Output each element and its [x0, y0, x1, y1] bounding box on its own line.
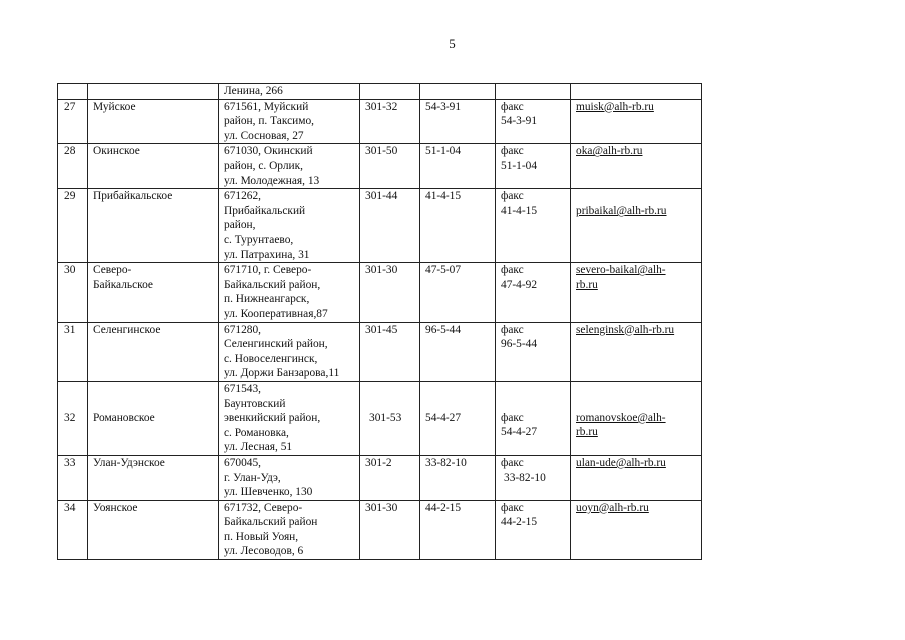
row-number-cell: 33: [58, 455, 88, 500]
address-line: 670045,: [224, 456, 262, 469]
address-line: г. Улан-Удэ,: [224, 471, 281, 484]
code-cell: [360, 84, 420, 100]
name-line: Окинское: [93, 145, 140, 158]
address-line: ул. Молодежная, 13: [224, 174, 320, 187]
address-cell: [219, 322, 360, 381]
code-cell: 301-44: [360, 189, 420, 263]
fax-label: факс: [501, 456, 524, 469]
code-cell: 301-53: [360, 381, 420, 455]
email-link[interactable]: pribaikal@alh-rb.ru: [576, 205, 667, 218]
address-line: 671280,: [224, 323, 262, 336]
address-line: 671561, Муйский: [224, 100, 309, 113]
fax-label: факс: [501, 501, 524, 514]
name-cell: [88, 263, 219, 322]
fax-cell: [496, 381, 571, 455]
table-row: [58, 322, 702, 381]
table-row: [58, 500, 702, 559]
name-cell: [88, 99, 219, 144]
fax-cell: [496, 500, 571, 559]
email-cell: [571, 381, 702, 455]
email-cell: [571, 455, 702, 500]
name-line: Уоянское: [93, 501, 138, 514]
address-line: 671262,: [224, 190, 262, 203]
email-cell: [571, 144, 702, 189]
email-cell: [571, 500, 702, 559]
email-link[interactable]: rb.ru: [576, 426, 598, 439]
fax-cell: [496, 99, 571, 144]
email-link[interactable]: severo-baikal@alh-: [576, 264, 666, 277]
fax-number: 33-82-10: [504, 471, 546, 484]
fax-number: 54-4-27: [501, 426, 538, 439]
fax-cell: [496, 189, 571, 263]
address-line: ул. Лесоводов, 6: [224, 545, 304, 558]
name-cell: [88, 381, 219, 455]
address-line: с. Новоселенгинск,: [224, 352, 318, 365]
address-line: ул. Доржи Банзарова,11: [224, 367, 340, 380]
email-cell: [571, 84, 702, 100]
row-number-cell: 28: [58, 144, 88, 189]
fax-number: 41-4-15: [501, 204, 538, 217]
address-line: с. Романовка,: [224, 426, 289, 439]
table-row: [58, 381, 702, 455]
fax-number: 54-3-91: [501, 115, 538, 128]
forestry-directory-table: [57, 83, 702, 560]
fax-label: факс: [501, 323, 524, 336]
row-number-cell: 34: [58, 500, 88, 559]
code-cell: 301-50: [360, 144, 420, 189]
row-number-cell: 27: [58, 99, 88, 144]
phone-cell: 41-4-15: [420, 189, 496, 263]
row-number-cell: 31: [58, 322, 88, 381]
fax-cell: [496, 84, 571, 100]
code-cell: 301-45: [360, 322, 420, 381]
address-cell: [219, 381, 360, 455]
address-line: Байкальский район: [224, 516, 318, 529]
email-cell: [571, 99, 702, 144]
address-line: ул. Патрахина, 31: [224, 248, 310, 261]
phone-cell: 33-82-10: [420, 455, 496, 500]
name-cell: [88, 144, 219, 189]
address-line: Селенгинский район,: [224, 338, 328, 351]
fax-cell: [496, 322, 571, 381]
phone-cell: 51-1-04: [420, 144, 496, 189]
email-link[interactable]: ulan-ude@alh-rb.ru: [576, 456, 666, 469]
name-line: Улан-Удэнское: [93, 456, 165, 469]
email-link[interactable]: oka@alh-rb.ru: [576, 145, 643, 158]
address-cell: [219, 189, 360, 263]
email-cell: [571, 263, 702, 322]
row-number-cell: 30: [58, 263, 88, 322]
fax-cell: [496, 144, 571, 189]
fax-cell: [496, 263, 571, 322]
name-line: Прибайкальское: [93, 190, 173, 203]
table-row: [58, 144, 702, 189]
fax-label: факс: [501, 145, 524, 158]
address-cell: [219, 263, 360, 322]
address-line: ул. Лесная, 51: [224, 441, 293, 454]
email-link[interactable]: rb.ru: [576, 278, 598, 291]
name-line: Селенгинское: [93, 323, 161, 336]
address-line: район, с. Орлик,: [224, 159, 304, 172]
email-link[interactable]: selenginsk@alh-rb.ru: [576, 323, 675, 336]
email-link[interactable]: uoyn@alh-rb.ru: [576, 501, 649, 514]
email-cell: [571, 322, 702, 381]
fax-number: 51-1-04: [501, 159, 538, 172]
address-line: 671030, Окинский: [224, 145, 313, 158]
fax-number: 44-2-15: [501, 516, 538, 529]
phone-cell: [420, 84, 496, 100]
address-line: ул. Шевченко, 130: [224, 486, 313, 499]
name-line: Байкальское: [93, 278, 153, 291]
row-number-cell: 29: [58, 189, 88, 263]
address-line: Ленина, 266: [224, 85, 283, 97]
fax-label: факс: [501, 411, 524, 424]
address-line: район,: [224, 219, 256, 232]
address-line: 671710, г. Северо-: [224, 264, 312, 277]
table-row: [58, 189, 702, 263]
address-cell: [219, 99, 360, 144]
address-line: район, п. Таксимо,: [224, 115, 315, 128]
address-line: 671732, Северо-: [224, 501, 303, 514]
address-cell: [219, 500, 360, 559]
address-line: эвенкийский район,: [224, 412, 321, 425]
email-cell: [571, 189, 702, 263]
address-line: с. Турунтаево,: [224, 233, 294, 246]
name-cell: [88, 455, 219, 500]
code-cell: 301-30: [360, 263, 420, 322]
email-link[interactable]: romanovskoe@alh-: [576, 411, 666, 424]
name-cell: [88, 322, 219, 381]
address-cell: [219, 455, 360, 500]
row-number-cell: [58, 84, 88, 100]
name-line: Северо-: [93, 264, 132, 277]
phone-cell: 47-5-07: [420, 263, 496, 322]
code-cell: 301-32: [360, 99, 420, 144]
name-line: Муйское: [93, 100, 136, 113]
name-line: Романовское: [93, 412, 155, 425]
table-row: [58, 263, 702, 322]
fax-number: 47-4-92: [501, 278, 538, 291]
phone-cell: 54-3-91: [420, 99, 496, 144]
table-row: [58, 99, 702, 144]
table-row: [58, 84, 702, 100]
address-line: п. Нижнеангарск,: [224, 293, 310, 306]
phone-cell: 96-5-44: [420, 322, 496, 381]
address-line: Прибайкальский: [224, 204, 306, 217]
fax-number: 96-5-44: [501, 338, 538, 351]
fax-label: факс: [501, 264, 524, 277]
name-cell: [88, 84, 219, 100]
phone-cell: 54-4-27: [420, 381, 496, 455]
code-cell: 301-2: [360, 455, 420, 500]
name-cell: [88, 500, 219, 559]
address-line: 671543,: [224, 382, 262, 395]
address-line: Баунтовский: [224, 397, 286, 410]
table-row: [58, 455, 702, 500]
address-cell: [219, 84, 360, 100]
row-number-cell: 32: [58, 381, 88, 455]
address-cell: [219, 144, 360, 189]
page-number: 5: [449, 36, 456, 51]
phone-cell: 44-2-15: [420, 500, 496, 559]
name-cell: [88, 189, 219, 263]
email-link[interactable]: muisk@alh-rb.ru: [576, 100, 654, 113]
address-line: ул. Кооперативная,87: [224, 307, 328, 320]
address-line: Байкальский район,: [224, 278, 321, 291]
address-line: п. Новый Уоян,: [224, 530, 299, 543]
fax-cell: [496, 455, 571, 500]
code-cell: 301-30: [360, 500, 420, 559]
address-line: ул. Сосновая, 27: [224, 129, 304, 142]
fax-label: факс: [501, 100, 524, 113]
fax-label: факс: [501, 190, 524, 203]
